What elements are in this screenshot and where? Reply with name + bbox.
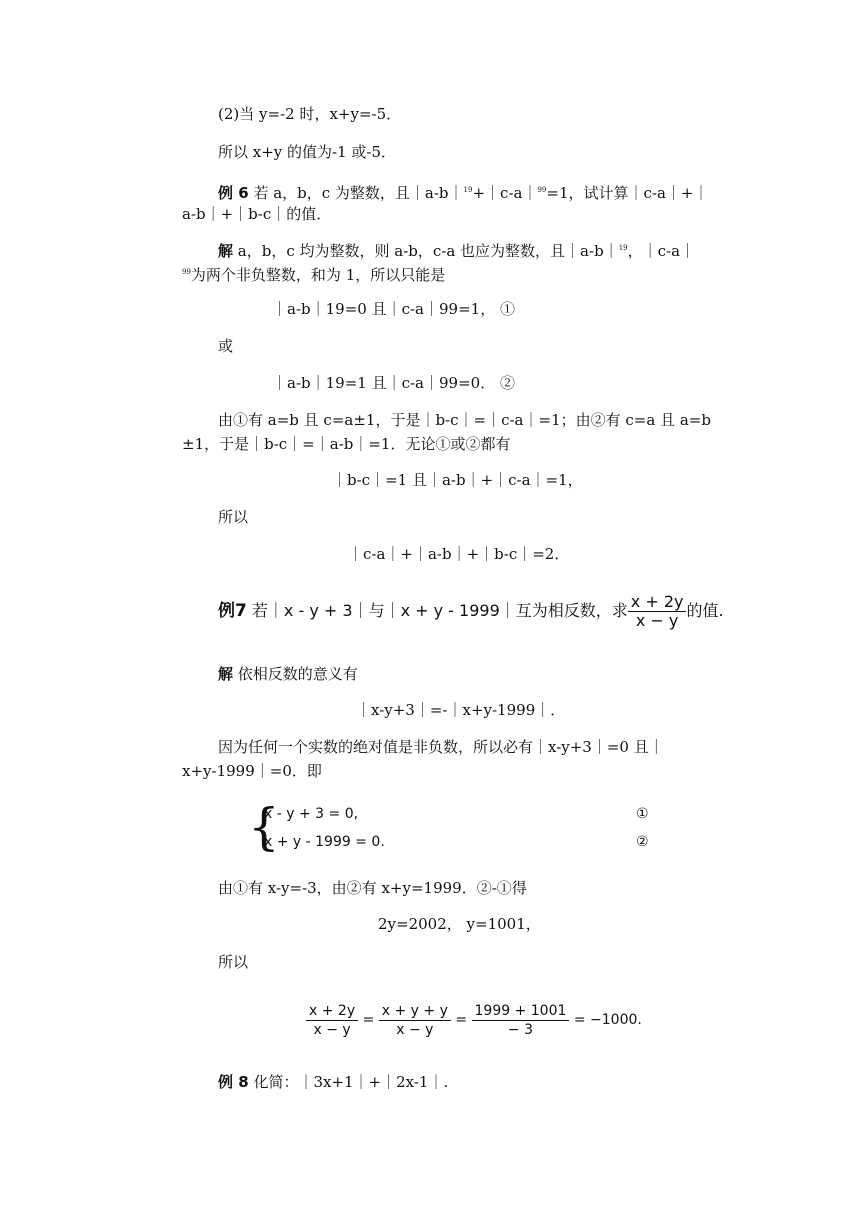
equation-1: ｜a-b｜19=0 且｜c-a｜99=1， ① bbox=[272, 300, 515, 318]
equation-5: ｜x-y+3｜=-｜x+y-1999｜． bbox=[356, 701, 566, 719]
fraction: $\frac{1999 + 1001}{- 3}$ bbox=[472, 1002, 570, 1039]
example-label: 例7 bbox=[218, 601, 247, 621]
fraction-chain: $\frac{x + 2y}{x - y}$ = $\frac{x + y + y}{x - y}$ = $\frac{1999 + 1001}{- 3}$ = −1000. bbox=[306, 1000, 642, 1040]
fraction: $\frac{x + 2y}{x - y}$ bbox=[628, 593, 687, 630]
example-8-statement: 例 8 化简：｜3x+1｜+｜2x-1｜. bbox=[218, 1073, 449, 1091]
solution-7: 解 依相反数的意义有 bbox=[218, 665, 358, 683]
equation-6: 2y=2002， y=1001， bbox=[378, 915, 541, 933]
fraction: $\frac{x + 2y}{x - y}$ bbox=[306, 1002, 358, 1039]
fraction: $\frac{x + y + y}{x - y}$ bbox=[379, 1002, 451, 1039]
text-line: 所以 x+y 的值为-1 或-5． bbox=[218, 143, 397, 161]
text-line: ±1，于是｜b-c｜=｜a-b｜=1．无论①或②都有 bbox=[182, 435, 511, 453]
text-line: 所以 bbox=[218, 508, 249, 526]
solution-label: 解 bbox=[218, 242, 234, 260]
example-6-statement: 例 6 若 a，b，c 为整数，且｜a-b｜$^{19}$+｜c-a｜$^{99}$=1，试计算｜c-a｜+｜ bbox=[218, 184, 709, 202]
text-line: a-b｜+｜b-c｜的值． bbox=[182, 205, 332, 223]
equation-4: ｜c-a｜+｜a-b｜+｜b-c｜=2． bbox=[348, 545, 570, 563]
solution-label: 解 bbox=[218, 665, 234, 683]
example-7-statement: 例7 若｜x - y + 3｜与｜x + y - 1999｜互为相反数，求 $\frac{x + 2y}{x - y}$ 的值. bbox=[218, 592, 724, 630]
solution-6: 解 a，b，c 均为整数，则 a-b，c-a 也应为整数，且｜a-b｜$^{19}$，｜c-a｜ bbox=[218, 242, 696, 260]
system-equation-1: x - y + 3 = 0, bbox=[264, 806, 359, 822]
text-line: 由①有 x-y=-3，由②有 x+y=1999．②-①得 bbox=[218, 879, 527, 897]
marker-1: ① bbox=[636, 806, 649, 822]
equation-3: ｜b-c｜=1 且｜a-b｜+｜c-a｜=1， bbox=[332, 471, 583, 489]
text-line: 因为任何一个实数的绝对值是非负数，所以必有｜x-y+3｜=0 且｜ bbox=[218, 738, 664, 756]
text-line: (2)当 y=-2 时，x+y=-5． bbox=[218, 105, 402, 123]
marker-2: ② bbox=[636, 834, 649, 850]
text-line: 或 bbox=[218, 337, 234, 355]
text-line: 所以 bbox=[218, 953, 249, 971]
text-line: $^{99}$为两个非负整数，和为 1，所以只能是 bbox=[182, 266, 446, 284]
brace: { bbox=[248, 798, 280, 856]
example-label: 例 8 bbox=[218, 1073, 249, 1091]
equation-2: ｜a-b｜19=1 且｜c-a｜99=0． ② bbox=[272, 374, 515, 392]
example-label: 例 6 bbox=[218, 184, 249, 202]
text-line: 由①有 a=b 且 c=a±1，于是｜b-c｜=｜c-a｜=1；由②有 c=a 且 a=b bbox=[218, 411, 711, 429]
system-equation-2: x + y - 1999 = 0. bbox=[264, 834, 385, 850]
text-line: x+y-1999｜=0．即 bbox=[182, 762, 322, 780]
